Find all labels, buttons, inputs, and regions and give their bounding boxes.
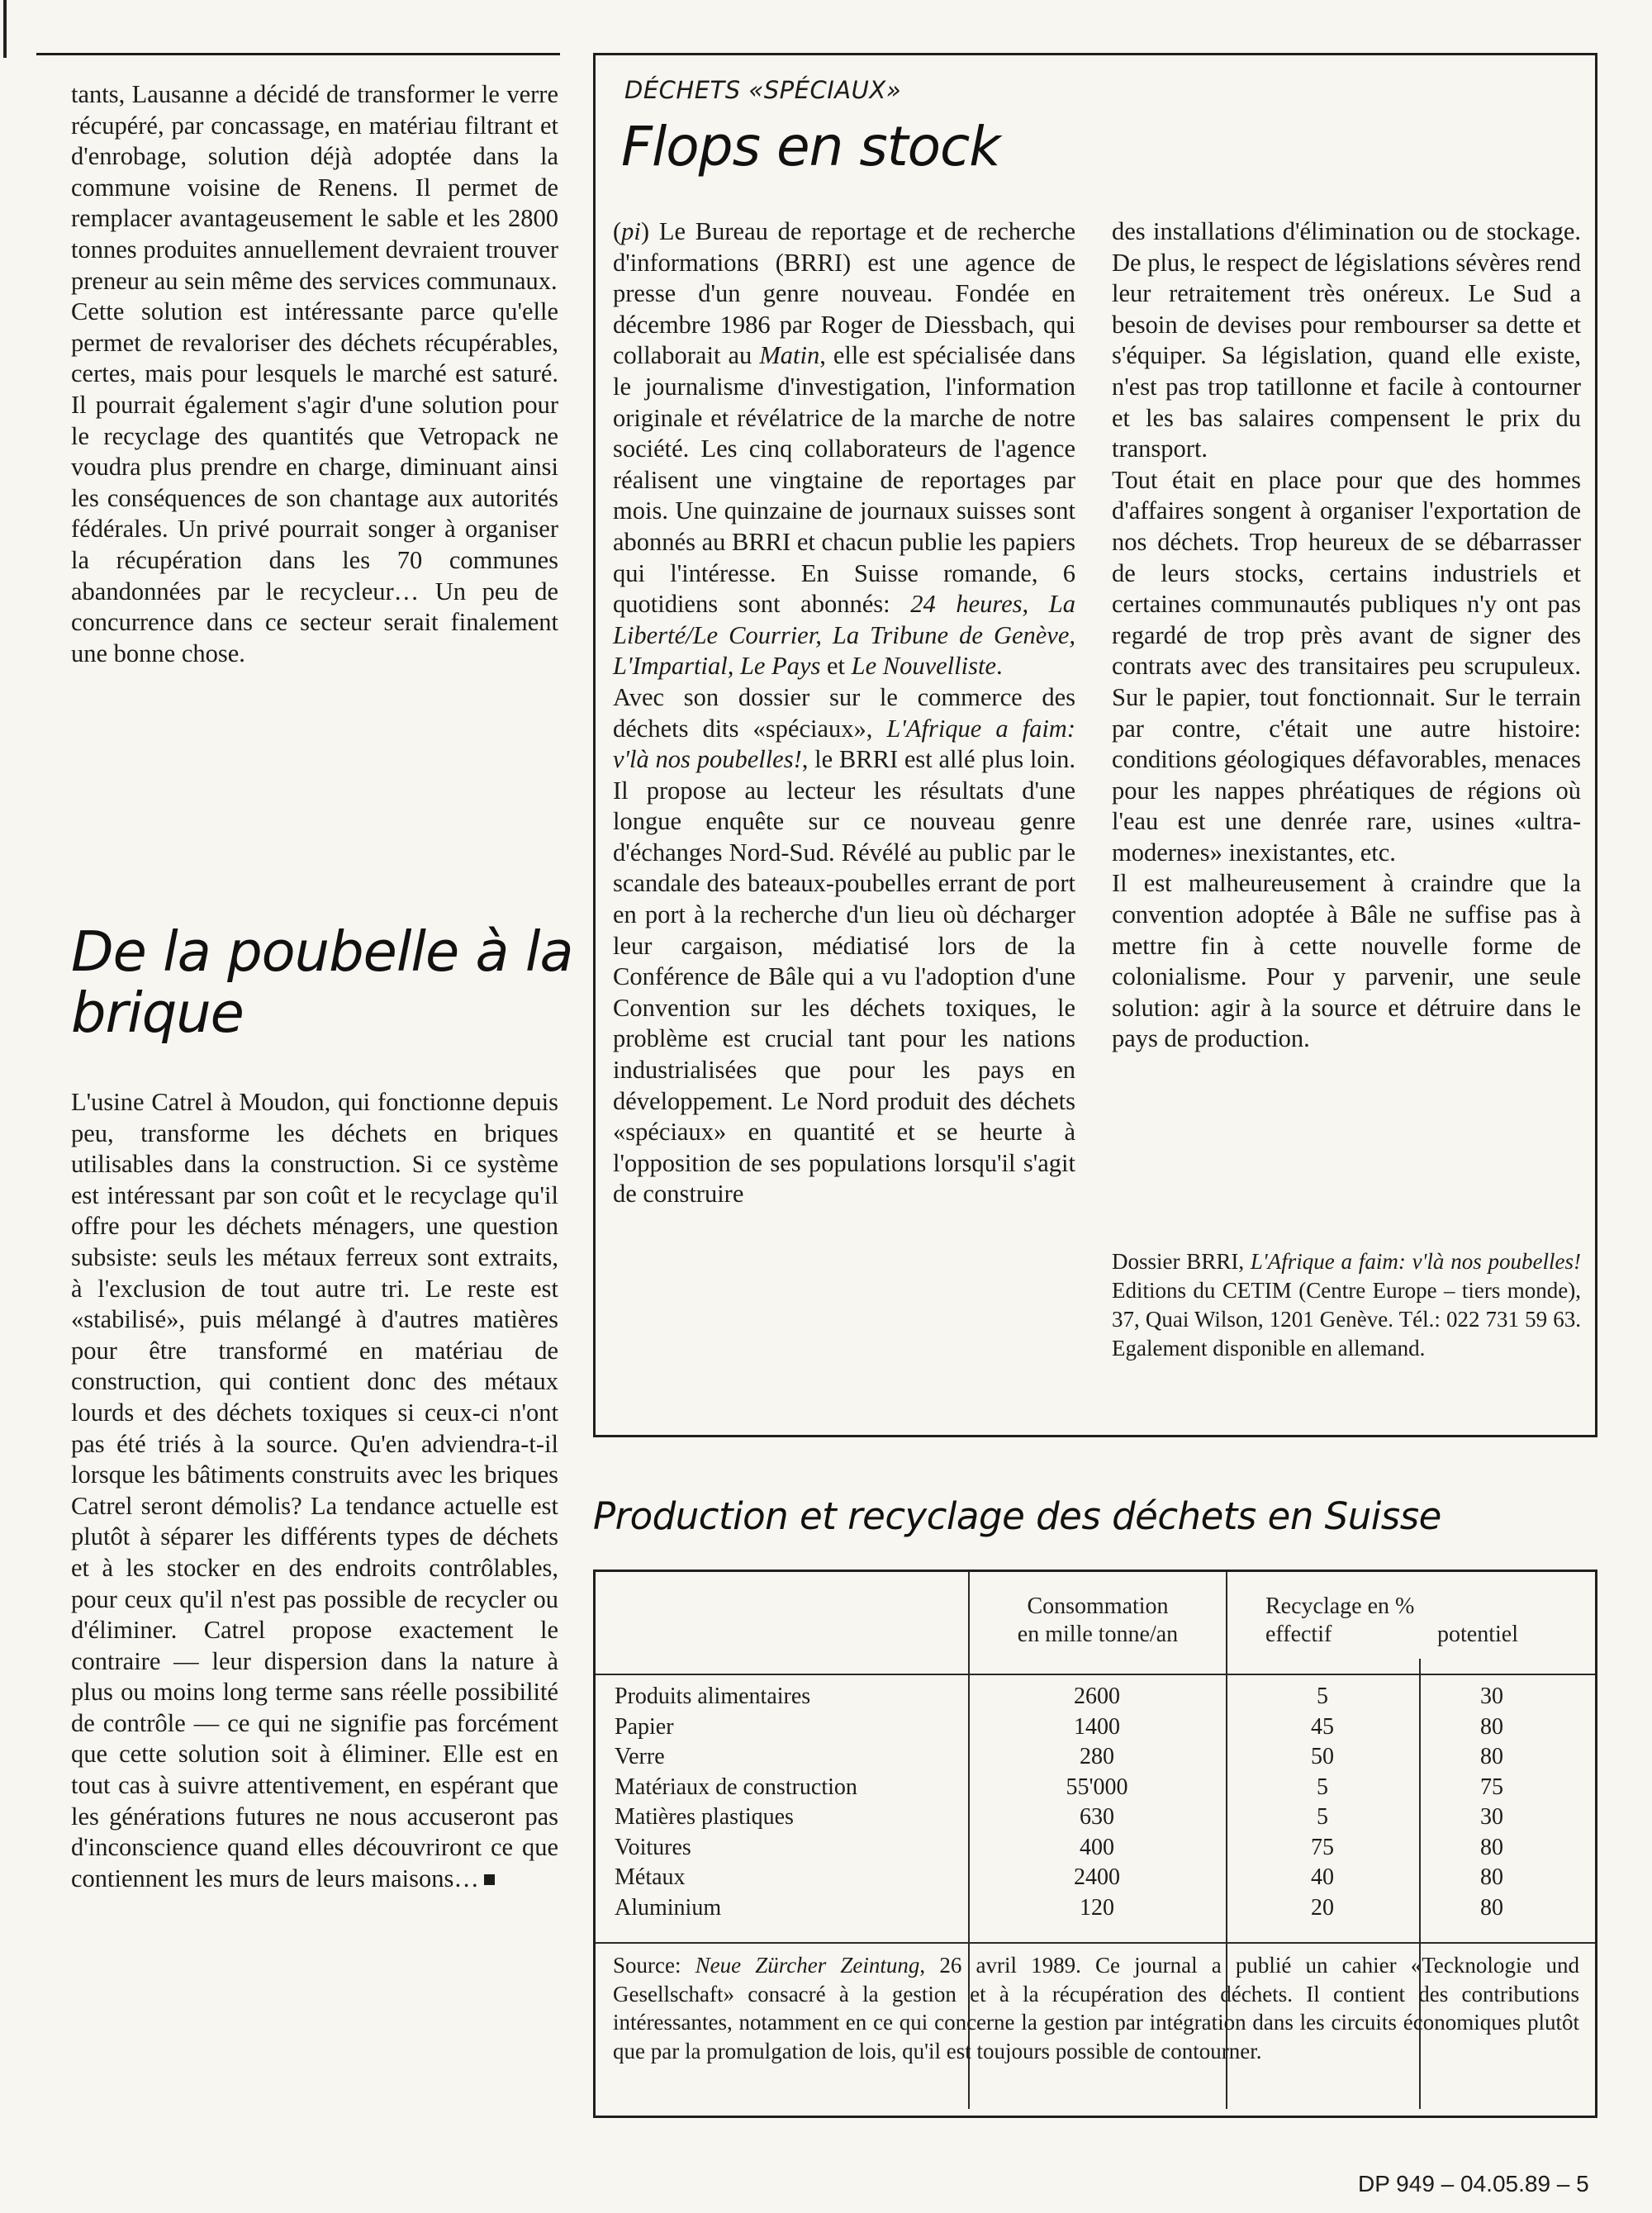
paragraph: Tout était en place pour que des hommes d'affaires songent à organiser l'exportation de nos déchets. Trop heureux de se débarrasser de leurs stocks, certains industriels et certaines communautés publiques n'y ont pas regardé de trop près avant de signer des contrats avec des transitaires peu scrupuleux. Sur le papier, tout fonctionnait. Sur le terrain par contre, c'était une autre histoire: conditions géologiques défavorables, menaces pour les nappes phréatiques de régions où l'eau est une denrée rare, usines «ultra-modernes» inexistantes, etc. (1112, 465, 1581, 867)
table-row-label: Aluminium (615, 1894, 722, 1921)
source-newspaper: Neue Zürcher Zeintung (695, 1953, 920, 1978)
consumption-value: 2600 (1074, 1683, 1120, 1709)
end-of-article-icon (484, 1874, 495, 1885)
paragraph: Cette solution est intéressante parce qu'elle permet de revaloriser des déchets récupérables, certes, mais pour lesquels le marché est saturé. Il pourrait également s'agir d'une solution pour le recyclage des quantités que Vetropack ne voudra plus prendre en charge, diminuant ainsi les conséquences de son chantage aux autorités fédérales. Un privé pourrait songer à organiser la récupération dans les 70 communes abandonnées par le recycleur… Un peu de concurrence dans ce secteur serait finalement une bonne chose. (71, 297, 558, 667)
consumption-value: 55'000 (1066, 1774, 1128, 1800)
potential-value: 80 (1480, 1713, 1503, 1740)
text-run: Dossier BRRI, (1112, 1249, 1251, 1274)
author-initials: pi (621, 217, 641, 245)
potential-value: 30 (1480, 1804, 1503, 1830)
paragraph: Il est malheureusement à craindre que la convention adoptée à Bâle ne suffise pas à mettre fin à cette nouvelle forme de colonialisme. Pour y parvenir, une seule solution: agir à la source et détruire dans le pays de production. (1112, 869, 1581, 1053)
table-row-label: Produits alimentaires (615, 1683, 811, 1709)
table-source-note (613, 1951, 1579, 2065)
paragraph (613, 682, 1075, 1210)
table-body-rule (596, 1942, 1595, 1944)
newspaper-name: Matin (759, 341, 820, 370)
header-effective: effectif (1265, 1622, 1332, 1647)
dossier-reference (1112, 1247, 1581, 1363)
effective-value: 50 (1311, 1744, 1334, 1769)
effective-value: 5 (1317, 1683, 1328, 1709)
table-row-label: Voitures (615, 1834, 691, 1860)
table-row-label: Métaux (615, 1864, 686, 1890)
article-title-brique: De la poubelle à la brique (71, 919, 573, 1045)
consumption-value: 120 (1080, 1894, 1114, 1921)
effective-value: 5 (1317, 1774, 1328, 1800)
text-run: , elle est spécialisée dans le journalisme d'investigation, l'information originale et révélatrice de la marche de notre société. Les cinq collaborateurs de l'agence réalisent une vingtaine de reportages par mois. Une quinzaine de journaux suisses sont abonnés au BRRI et chacun publie les papiers qui l'intéresse. En Suisse romande, 6 quotidiens sont abonnés: (613, 341, 1075, 619)
paragraph: des installations d'élimination ou de stockage. De plus, le respect de législations sévères rend leur retraitement très onéreux. Le Sud a besoin de devises pour rembourser sa dette et s'équiper. Sa législation, quand elle existe, n'est pas trop tatillonne et facile à contourner et les bas salaires compensent le prix du transport. (1112, 217, 1581, 463)
table-potential-column (1421, 1682, 1563, 1923)
paragraph (71, 1087, 558, 1894)
table-row-label: Matières plastiques (615, 1804, 794, 1830)
text-run: ) Le Bureau de reportage et de recherche d'informations (BRRI) est une agence de presse d'un genre nouveau. Fondée en décembre 1986 par Roger de Diessbach, qui collaborait au (613, 217, 1075, 370)
potential-value: 80 (1480, 1744, 1503, 1769)
consumption-value: 2400 (1074, 1864, 1120, 1890)
box-article-column-1 (613, 216, 1075, 1210)
potential-value: 80 (1480, 1834, 1503, 1860)
effective-value: 45 (1311, 1713, 1334, 1740)
table-labels (615, 1682, 857, 1923)
newspaper-name: Le Nouvelliste (851, 652, 996, 681)
header-recycling: Recyclage en % (1265, 1593, 1415, 1619)
table-row-label: Papier (615, 1713, 674, 1740)
potential-value: 75 (1480, 1774, 1503, 1800)
header-potential: potentiel (1437, 1622, 1518, 1647)
effective-value: 5 (1317, 1804, 1328, 1830)
dossier-title: L'Afrique a faim: v'là nos poubelles! (1250, 1249, 1581, 1274)
table-effective-column (1227, 1682, 1417, 1923)
text-run: , 26 avril 1989. Ce journal a publié un cahier «Tecknologie und Gesellschaft» consacré à la gestion et à la récupération des déchets. Il contient des contributions intéressantes, notamment en ce qui concerne la gestion par intégration dans les circuits économiques plutôt que par la promulgation de lois, qu'il est toujours possible de contourner. (613, 1953, 1579, 2063)
article-kicker: DÉCHETS «SPÉCIAUX» (624, 76, 902, 104)
table-consumption-column (970, 1682, 1224, 1923)
consumption-value: 1400 (1074, 1713, 1120, 1740)
text-run: Avec son dossier sur le commerce des déchets dits «spéciaux», (613, 682, 1075, 743)
text-run: ( (613, 217, 622, 245)
paragraph-text: L'usine Catrel à Moudon, qui fonctionne depuis peu, transforme les déchets en briques utilisables dans la construction. Si ce système est intéressant par son coût et le recyclage qu'il offre pour les déchets ménagers, une question subsiste: seuls les métaux ferreux sont extraits, à l'exclusion de tout autre tri. Le reste est «stabilisé», puis mélangé à d'autres matières pour être transformé en matériau de construction, qui contient donc des métaux lourds et des déchets toxiques si ceux-ci n'ont pas été triés à la source. Qu'en adviendra-t-il lorsque les bâtiments construits avec les briques Catrel seront démolis? La tendance actuelle est plutôt à séparer les différents types de déchets et à les stocker en des endroits contrôlables, pour ceux qu'il n'est pas possible de recycler ou d'éliminer. Catrel propose exactement le contraire — leur dispersion dans la nature à plus ou moins long terme sans réelle possibilité de contrôle — ce qui ne signifie pas forcément que cette solution soit à éliminer. Elle est en tout cas à suivre attentivement, en espérant que les générations futures ne nous accuseront pas d'inconscience quand elles découvriront ce que contiennent les murs de leurs maisons… (71, 1088, 558, 1892)
effective-value: 20 (1311, 1894, 1334, 1921)
effective-value: 40 (1311, 1864, 1334, 1890)
table-row-label: Verre (615, 1744, 665, 1769)
newspaper-names: 24 heures, La Liberté/Le Courrier, La Tribune de Genève, L'Impartial, Le Pays (613, 590, 1075, 681)
header-consumption (973, 1593, 1222, 1649)
text-run: . (996, 652, 1003, 681)
effective-value: 75 (1311, 1834, 1334, 1860)
header-text: Consommation (1027, 1593, 1169, 1619)
table-row-label: Matériaux de construction (615, 1774, 857, 1800)
page-edge-mark (3, 0, 7, 58)
table-title: Production et recyclage des déchets en Suisse (593, 1494, 1441, 1538)
potential-value: 80 (1480, 1864, 1503, 1890)
potential-value: 30 (1480, 1683, 1503, 1709)
page-footer: DP 949 – 04.05.89 – 5 (1358, 2171, 1589, 2196)
text-run: Editions du CETIM (Centre Europe – tiers monde), 37, Quai Wilson, 1201 Genève. Tél.: 022 731 59 63. Egalement disponible en allemand. (1112, 1278, 1581, 1361)
paragraph: tants, Lausanne a décidé de transformer le verre récupéré, par concassage, en matériau filtrant et d'enrobage, solution déjà adoptée dans la commune voisine de Renens. Il permet de remplacer avantageusement le sable et les 2800 tonnes produites annuellement devraient trouver preneur au sein même des services communaux. (71, 80, 558, 295)
consumption-value: 630 (1080, 1804, 1114, 1830)
potential-value: 80 (1480, 1894, 1503, 1921)
header-text: en mille tonne/an (1017, 1622, 1179, 1647)
article-title-flops: Flops en stock (621, 115, 1000, 178)
consumption-value: 400 (1080, 1834, 1114, 1860)
article-body-brique (71, 1087, 558, 1894)
text-run: et (820, 652, 852, 681)
paragraph (613, 216, 1075, 682)
consumption-value: 280 (1080, 1744, 1114, 1769)
left-column-top-rule (36, 53, 560, 55)
dossier-title: L'Afrique a faim: v'là nos poubelles! (613, 714, 1075, 774)
left-article-continuation (71, 79, 558, 669)
text-run: , le BRRI est allé plus loin. Il propose au lecteur les résultats d'une longue enquête sur ce nouveau genre d'échanges Nord-Sud. Révélé au public par le scandale des bateaux-poubelles errant de port en port à la recherche d'un lieu où décharger leur cargaison, médiatisé lors de la Conférence de Bâle qui a vu l'adoption d'une Convention sur les déchets toxiques, le problème est crucial tant pour les nations industrialisées que pour les pays en développement. Le Nord produit des déchets «spéciaux» en quantité et se heurte à l'opposition de ses populations lorsqu'il s'agit de construire (613, 745, 1075, 1209)
table-header-rule (596, 1674, 1595, 1675)
text-run: Source: (613, 1953, 695, 1978)
box-article-column-2 (1112, 216, 1581, 1055)
